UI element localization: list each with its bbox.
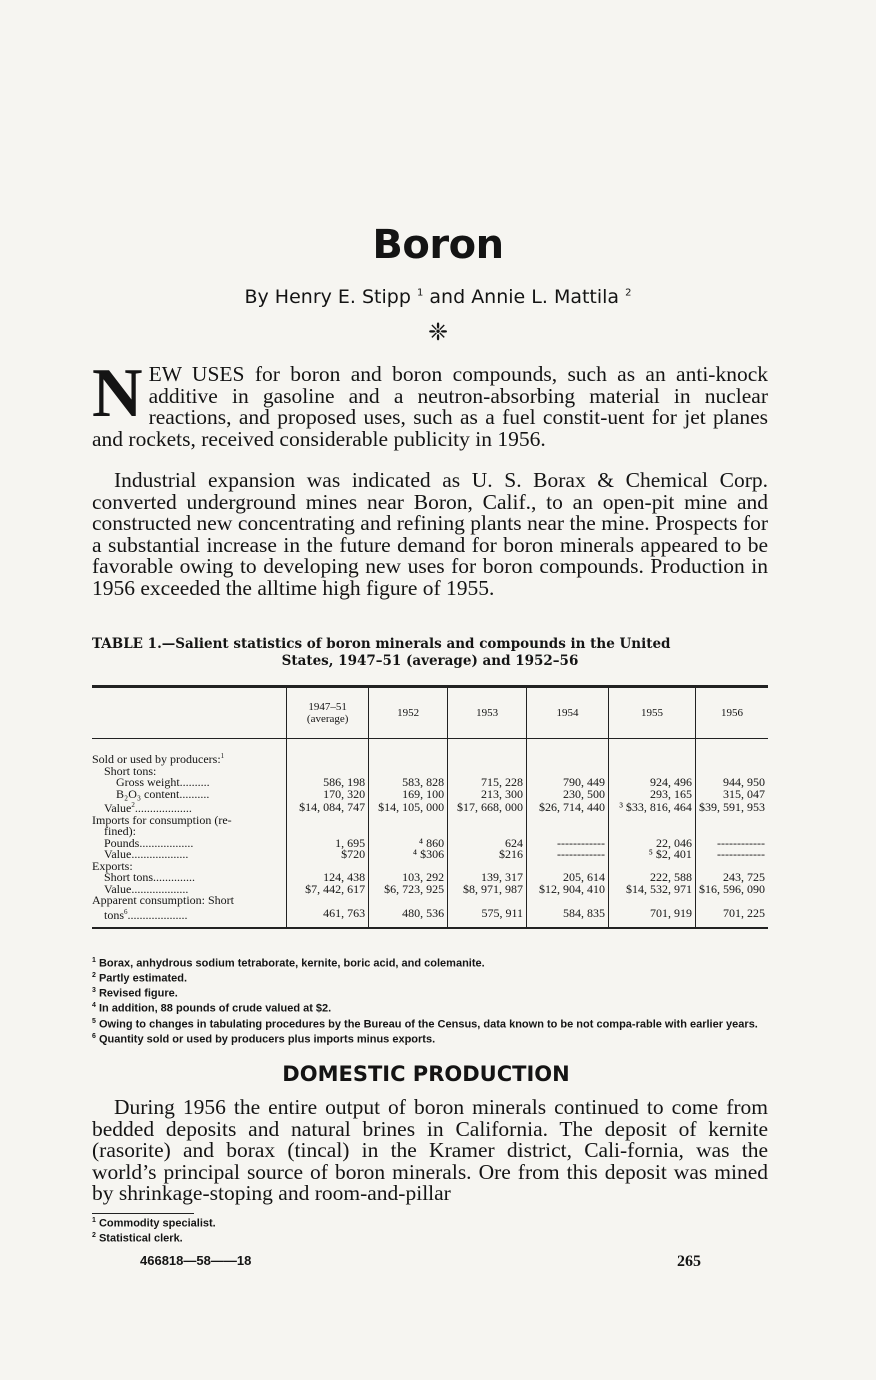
footnote — [92, 970, 768, 985]
footnote-mark: 6 — [92, 1032, 96, 1040]
table-caption-line-1: TABLE 1.—Salient statistics of boron minerals and compounds in the United — [92, 636, 671, 652]
leader-dots: .................... — [127, 907, 188, 922]
table-cell: 293, 165 — [608, 789, 695, 801]
table-cell: 701, 919 — [608, 907, 695, 929]
footnote — [92, 1000, 768, 1015]
leader-dots: ................... — [131, 847, 189, 861]
footnote-text: Quantity sold or used by producers plus imports minus exports. — [98, 1033, 436, 1046]
row-label-text: Pounds — [104, 835, 140, 850]
table-cell: 169, 100 — [369, 789, 448, 801]
salient-statistics-table — [92, 685, 768, 929]
table-cell — [695, 751, 768, 766]
author-2: Annie L. Mattila — [471, 286, 620, 308]
table-cell: 22, 046 — [608, 838, 695, 850]
row-footnote-mark: 6 — [124, 907, 128, 916]
leader-dots: .......... — [179, 786, 210, 801]
footnote-text: Revised figure. — [98, 987, 178, 1000]
table-cell: $12, 904, 410 — [527, 884, 609, 896]
table-cell: 586, 198 — [287, 777, 369, 789]
table-cell: $16, 596, 090 — [695, 884, 768, 896]
table-cell — [608, 895, 695, 907]
byline — [0, 286, 876, 308]
table-cell — [608, 815, 695, 827]
table-header-cell: 1956 — [695, 687, 768, 739]
table-header-row — [92, 687, 768, 739]
body-paragraph-2: Industrial expansion was indicated as U. S. Borax & Chemical Corp. converted underground mines near Boron, Calif., to an open-pit mine and constructed new concentrating and refining plants near the mine. Prospects for a substantial increase in the future demand for boron minerals appeared to be favorable owing to developing new uses for boron compounds. Production in 1956 exceeded the alltime high figure of 1955. — [92, 468, 768, 600]
ornament-icon: ❈ — [427, 318, 449, 346]
row-label-text: Apparent consumption: Short — [92, 893, 234, 907]
table-header-stub — [92, 687, 287, 739]
table-cell — [695, 815, 768, 827]
table-cell: $17, 668, 000 — [448, 800, 527, 815]
leader-dots: ................... — [131, 881, 189, 896]
table-cell: 213, 300 — [448, 789, 527, 801]
table-cell: 480, 536 — [369, 907, 448, 929]
table-cell: $14, 084, 747 — [287, 800, 369, 815]
row-label-text: Value — [104, 847, 132, 861]
table-cell: $14, 532, 971 — [608, 884, 695, 896]
page-footnote — [92, 1230, 768, 1245]
table-cell: $216 — [448, 849, 527, 861]
table-cell — [287, 751, 369, 766]
page-footnotes — [92, 1215, 768, 1244]
row-label — [92, 895, 287, 907]
table-row — [92, 907, 768, 929]
table-row — [92, 815, 768, 827]
page-footnote-mark: 2 — [92, 1231, 96, 1239]
table-cell: 230, 500 — [527, 789, 609, 801]
table-row — [92, 895, 768, 907]
table-cell — [695, 895, 768, 907]
row-label-text: fined): — [104, 824, 136, 838]
table-cell: $14, 105, 000 — [369, 800, 448, 815]
table-cell: ------------ — [527, 838, 609, 850]
footnote — [92, 985, 768, 1000]
table-cell — [448, 815, 527, 827]
table-row — [92, 789, 768, 801]
table-caption — [92, 636, 768, 670]
page-footnote-text: Statistical clerk. — [98, 1232, 183, 1245]
row-footnote-mark: 1 — [220, 752, 225, 760]
row-label-text: Gross weight — [116, 775, 180, 789]
table-cell — [448, 895, 527, 907]
table-cell: 139, 317 — [448, 872, 527, 884]
row-label — [92, 907, 287, 929]
table-cell: ------------ — [527, 849, 609, 861]
footnote-text: Owing to changes in tabulating procedures by the Bureau of the Census, data known to be not compa-rable with earlier years. — [98, 1018, 758, 1031]
table-cell: 583, 828 — [369, 777, 448, 789]
body-paragraph-3: During 1956 the entire output of boron minerals continued to come from bedded deposits and natural brines in California. The deposit of kernite (rasorite) and borax (tincal) in the Kramer district, Cali-fornia, was the world’s principal source of boron minerals. Ore from this deposit was mined by shrinkage-stoping and room-and-pillar — [92, 1095, 768, 1205]
section-heading: DOMESTIC PRODUCTION — [282, 1062, 570, 1086]
table-cell: 170, 320 — [287, 789, 369, 801]
table-cell: 584, 835 — [527, 907, 609, 929]
table-cell: ³ $33, 816, 464 — [608, 800, 695, 815]
row-label-text: tons — [104, 907, 125, 922]
footnote-text: Borax, anhydrous sodium tetraborate, kernite, boric acid, and colemanite. — [98, 957, 485, 970]
table-cell — [369, 815, 448, 827]
table-cell: ⁴ 860 — [369, 838, 448, 850]
leader-dots: .......... — [179, 775, 210, 789]
table-caption-line-2: States, 1947–51 (average) and 1952–56 — [281, 653, 579, 669]
row-label-text: Value — [104, 801, 132, 815]
table-cell: $7, 442, 617 — [287, 884, 369, 896]
footnote-mark: 1 — [92, 957, 96, 964]
author-1: By Henry E. Stipp — [244, 286, 411, 308]
footnote-text: Partly estimated. — [98, 972, 188, 985]
row-label-text: Short tons — [104, 870, 154, 884]
table-cell: ------------ — [695, 849, 768, 861]
page-title: Boron — [372, 222, 504, 268]
table-cell — [527, 895, 609, 907]
row-footnote-mark: 2 — [131, 801, 135, 809]
row-label-text: Exports: — [92, 858, 133, 873]
page-number: 265 — [677, 1253, 701, 1270]
table-cell — [448, 751, 527, 766]
leader-dots: ................... — [134, 801, 192, 815]
table-cell: 701, 225 — [695, 907, 768, 929]
table-cell: 205, 614 — [527, 872, 609, 884]
table-cell: 461, 763 — [287, 907, 369, 929]
table-cell — [369, 895, 448, 907]
table-cell: $26, 714, 440 — [527, 800, 609, 815]
table-cell: 624 — [448, 838, 527, 850]
table-cell: $39, 591, 953 — [695, 800, 768, 815]
page-footnote-text: Commodity specialist. — [98, 1217, 216, 1230]
table-footnotes — [92, 955, 768, 1046]
row-label-text: Value — [104, 881, 132, 896]
footnote-text: In addition, 88 pounds of crude valued at $2. — [98, 1003, 332, 1016]
table-cell: 944, 950 — [695, 777, 768, 789]
table-cell — [527, 751, 609, 766]
table-cell: 575, 911 — [448, 907, 527, 929]
author-1-footnote-mark: 1 — [416, 287, 424, 299]
row-label-text: Imports for consumption (re- — [92, 812, 232, 827]
footnote-rule — [92, 1213, 194, 1214]
table-cell — [369, 751, 448, 766]
table-cell: 790, 449 — [527, 777, 609, 789]
intro-paragraph — [92, 355, 768, 451]
table-cell: ⁴ $306 — [369, 849, 448, 861]
table-header-cell: 1954 — [527, 687, 609, 739]
table-cell — [608, 751, 695, 766]
footnote — [92, 1016, 768, 1031]
table-row — [92, 751, 768, 766]
table-cell — [527, 815, 609, 827]
table-cell: ------------ — [695, 838, 768, 850]
row-label-text: Short tons: — [104, 763, 157, 778]
print-code: 466818—58——18 — [140, 1253, 252, 1268]
page-footnote — [92, 1215, 768, 1230]
row-label — [92, 786, 287, 801]
table-cell: $8, 971, 987 — [448, 884, 527, 896]
table-row — [92, 849, 768, 861]
table-header-cell: 1947–51 (average) — [287, 687, 369, 739]
table-cell: 715, 228 — [448, 777, 527, 789]
footnote-mark: 5 — [92, 1017, 96, 1025]
footnote-mark: 2 — [92, 972, 96, 980]
table-cell: ⁵ $2, 401 — [608, 849, 695, 861]
footnote — [92, 955, 768, 970]
table-cell: 315, 047 — [695, 789, 768, 801]
table-cell: 222, 588 — [608, 872, 695, 884]
row-label-text: Sold or used by producers: — [92, 752, 221, 766]
table-cell: 924, 496 — [608, 777, 695, 789]
byline-connector: and — [429, 286, 466, 308]
table-header-cell: 1955 — [608, 687, 695, 739]
footnote — [92, 1031, 768, 1046]
author-2-footnote-mark: 2 — [625, 287, 632, 299]
leader-dots: .................. — [139, 835, 194, 850]
table-header-cell: 1952 — [369, 687, 448, 739]
footnote-mark: 3 — [92, 987, 96, 995]
table-cell: 124, 438 — [287, 872, 369, 884]
page-footnote-mark: 1 — [92, 1217, 96, 1224]
leader-dots: .............. — [153, 870, 196, 884]
drop-cap: N — [92, 355, 143, 432]
table-cell — [287, 895, 369, 907]
intro-text: EW USES for boron and boron compounds, such as an anti-knock additive in gasoline and a neutron-absorbing material in nuclear reactions, and proposed uses, such as a fuel constit-uent for jet planes and rockets, received considerable publicity in 1956. — [92, 362, 768, 451]
table-cell: $720 — [287, 849, 369, 861]
table-cell: 1, 695 — [287, 838, 369, 850]
table-cell: 103, 292 — [369, 872, 448, 884]
table-header-cell: 1953 — [448, 687, 527, 739]
table-cell — [287, 815, 369, 827]
footnote-mark: 4 — [92, 1002, 96, 1010]
table-cell: 243, 725 — [695, 872, 768, 884]
table-cell: $6, 723, 925 — [369, 884, 448, 896]
row-label-text: B₂O₃ content — [116, 786, 180, 801]
